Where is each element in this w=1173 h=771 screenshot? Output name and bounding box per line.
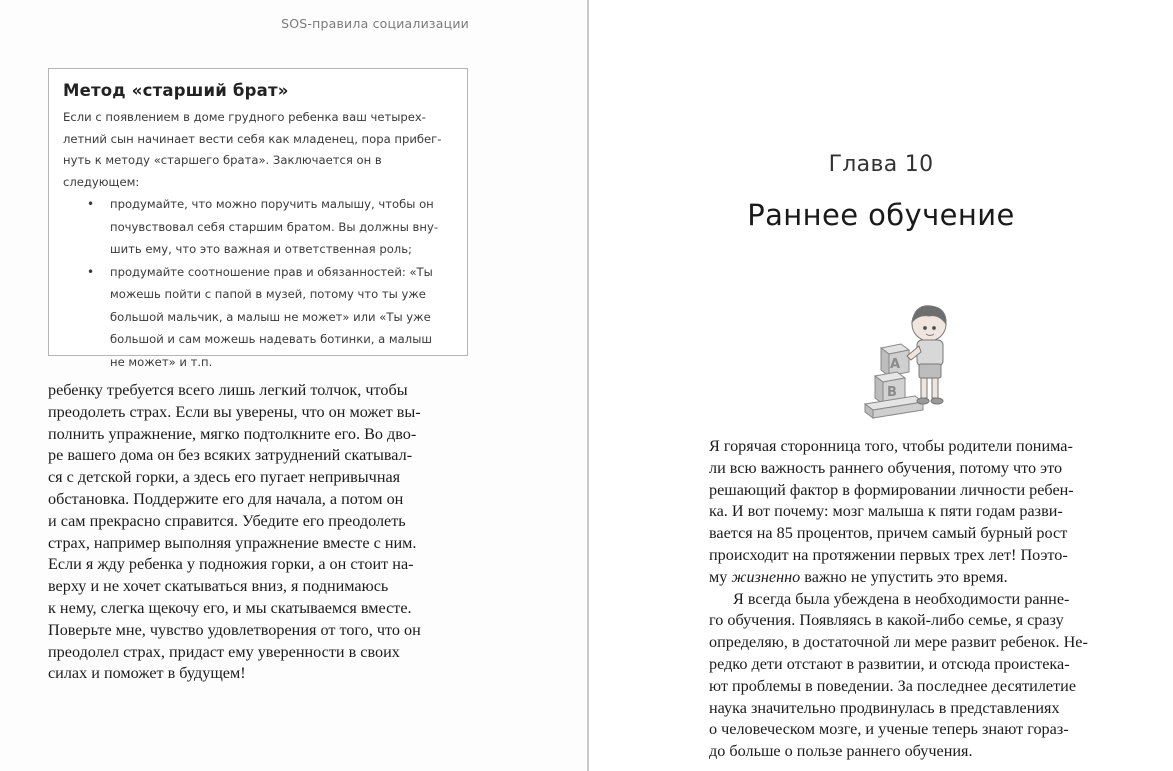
child-with-blocks-illustration: [859, 300, 969, 420]
text-line: редко дети отстают в развитии, и отсюда проистека-: [709, 654, 1070, 673]
sidebar-intro-line: нуть к методу «старшего брата». Заключается он в следующем:: [63, 153, 382, 189]
block-letter-b: B: [887, 385, 897, 400]
text-line: верху и не хочет скатываться вниз, я поднимаюсь: [48, 577, 389, 596]
text-line: ли всю важность раннего обучения, потому что это: [709, 458, 1063, 477]
text-line: происходит на протяжении первых трех лет! Поэто-: [709, 545, 1068, 564]
bullet-line: большой мальчик, а малыш не может» или «Ты уже: [110, 309, 431, 324]
emphasized-word: жизненно: [731, 567, 801, 586]
bullet-line: продумайте, что можно поручить малышу, чтобы он: [110, 197, 434, 211]
child-figure: [907, 306, 946, 404]
text-line: Если я жду ребенка у подножия горки, а он стоит на-: [48, 555, 414, 574]
text-line: преодолеть страх. Если вы уверены, что он может вы-: [48, 402, 421, 421]
text-line: о человеческом мозге, и ученые теперь знают гораз-: [709, 720, 1069, 739]
bullet-marker: •: [87, 197, 95, 211]
sidebar-bullet-list: [63, 193, 453, 373]
bullet-line: можешь пойти с папой в музей, потому что ты уже: [110, 287, 426, 301]
text-line: до больше о пользе раннего обучения.: [709, 742, 973, 761]
bullet-line: большой и сам можешь надевать ботинки, а малыш: [110, 332, 432, 346]
text-line: решающий фактор в формировании личности ребен-: [709, 480, 1074, 499]
bullet-marker: •: [87, 264, 95, 279]
sidebar-title: Метод «старший брат»: [63, 81, 289, 100]
right-page: [589, 0, 1173, 771]
sidebar-bullet-item: [63, 193, 453, 261]
text-line: ка. И вот почему: мозг малыша к пяти годам разви-: [709, 502, 1063, 521]
sidebar-intro-line: летний сын начинает вести себя как младенец, пора прибег-: [63, 131, 442, 146]
chapter-intro-text: [709, 436, 1129, 763]
text-fragment: му: [709, 567, 732, 586]
text-line: ребенку требуется всего лишь легкий толчок, чтобы: [48, 381, 408, 399]
bullet-line: продумайте соотношение прав и обязанностей: «Ты: [110, 264, 433, 279]
block-letter-a: A: [889, 357, 901, 372]
chapter-title: Раннее обучение: [747, 198, 1015, 232]
bullet-line: шить ему, что это важная и ответственная роль;: [110, 242, 412, 256]
text-line: Поверьте мне, чувство удовлетворения от того, что он: [48, 620, 421, 639]
chapter-label: Глава 10: [828, 152, 934, 177]
text-line: обстановка. Поддержите его для начала, а потом он: [48, 489, 404, 508]
text-line: [709, 567, 1129, 589]
method-sidebar-box: [48, 68, 468, 369]
running-head: SOS-правила социализации: [281, 16, 469, 31]
sidebar-intro: [63, 107, 453, 193]
text-line: Я горячая сторонница того, чтобы родители понима-: [709, 437, 1073, 455]
text-line: го обучения. Появляясь в какой-либо семье, я сразу: [709, 611, 1064, 630]
text-line: Я всегда была убеждена в необходимости ранне-: [733, 589, 1070, 608]
sidebar-bullet-item: [63, 261, 453, 374]
text-line: ют проблемы в поведении. За последнее десятилетие: [709, 676, 1077, 695]
text-line: преодолел страх, придаст ему уверенности в своих: [48, 642, 400, 661]
left-body-paragraph: [48, 380, 472, 685]
bullet-line: почувствовал себя старшим братом. Вы должны вну-: [110, 219, 438, 234]
text-line: полнить упражнение, мягко подтолкните его. Во дво-: [48, 424, 417, 443]
text-line: определяю, в достаточной ли мере развит ребенок. Не-: [709, 633, 1088, 652]
text-line: вается на 85 процентов, причем самый бурный рост: [709, 524, 1068, 543]
bullet-line: не может» и т.п.: [110, 354, 213, 369]
text-line: и сам прекрасно справится. Убедите его преодолеть: [48, 511, 406, 530]
text-fragment: важно не упустить это время.: [800, 567, 1008, 586]
text-line: силах и поможет в будущем!: [48, 664, 246, 683]
text-line: страх, например выполняя упражнение вместе с ним.: [48, 533, 417, 552]
text-line: наука значительно продвинулась в представлениях: [709, 698, 1060, 717]
text-line: ся с детской горки, а здесь его пугает непривычная: [48, 468, 401, 487]
sidebar-intro-line: Если с появлением в доме грудного ребенка ваш четырех-: [63, 110, 426, 124]
text-line: ре вашего дома он без всяких затруднений скатывал-: [48, 446, 413, 465]
text-line: к нему, слегка щекочу его, и мы скатываемся вместе.: [48, 598, 412, 617]
